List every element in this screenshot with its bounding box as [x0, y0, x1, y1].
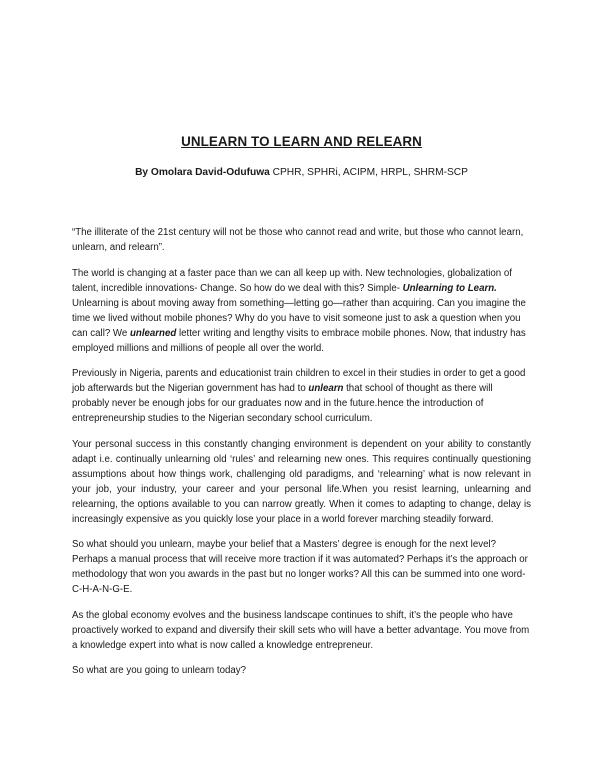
- paragraph-global-economy: As the global economy evolves and the business landscape continues to shift, it’s the people who have proactively worked to expand and diversify their skill sets who will have a better advantage. You move from a knowledge expert into what is now called a knowledge entrepreneur.: [72, 609, 530, 651]
- paragraph-personal-success: Your personal success in this constantly changing environment is dependent on your ability to constantly adapt i.e. continually unlearning old ‘rules’ and relearning new ones. This requires continually questioning assumptions about how things work, challenging old paradigms, and ‘relearning’ what is now relevant in your job, your industry, your career and your personal life.When you resist learning, unlearning and relearning, the options available to you can narrow greatly. When it comes to adapting to change, delay is increasingly expensive as you quickly lose your place in a world forever marching steadily forward.: [72, 438, 531, 525]
- paragraph-quote: “The illiterate of the 21st century will not be those who cannot read and write, but those who cannot learn, unlearn, and relearn”.: [72, 227, 524, 253]
- byline: [72, 167, 531, 178]
- paragraph-text: Unlearning is about moving away from something—letting go—rather than acquiring. Can you imagine the time we lived without mobile phones? Why do you have to visit someone just to ask a question when you can call? We: [72, 297, 526, 339]
- author-credentials: CPHR, SPHRi, ACIPM, HRPL, SHRM-SCP: [269, 167, 468, 178]
- author-name: By Omolara David-Odufuwa: [135, 167, 270, 178]
- paragraph-nigeria: [72, 366, 531, 426]
- paragraph-world-changing: [72, 266, 531, 356]
- paragraph-text: that school of thought as there will probably never be enough jobs for our graduates now and in the future.hence the introduction of entrepreneurship studies to the Nigerian secondary school curriculum.: [72, 383, 493, 424]
- paragraph-text: letter writing and lengthy visits to embrace mobile phones. Now, that industry has employed millions and millions of people all over the world.: [72, 327, 526, 354]
- page-title: UNLEARN TO LEARN AND RELEARN: [181, 134, 422, 149]
- paragraph-text: The world is changing at a faster pace than we can all keep up with. New technologies, globalization of talent, incredible innovations- Change. So how do we deal with this? Simple-: [72, 267, 512, 294]
- paragraph-closing-question: So what are you going to unlearn today?: [72, 665, 246, 676]
- emphasis-text: unlearned: [129, 327, 177, 339]
- emphasis-text: unlearn: [308, 383, 344, 394]
- article-body: [72, 225, 531, 689]
- emphasis-text: Unlearning to Learn.: [402, 282, 497, 294]
- paragraph-text: Previously in Nigeria, parents and educationist train children to excel in their studies in order to get a good job afterwards but the Nigerian government has had to: [72, 368, 526, 394]
- paragraph-what-to-unlearn: So what should you unlearn, maybe your belief that a Masters’ degree is enough for the next level? Perhaps a manual process that will receive more traction if it was automated? Perhaps it’s the approach or methodology that won you awards in the past but no longer works? All this can be summed into one word- C-H-A-N-G-E.: [72, 539, 528, 595]
